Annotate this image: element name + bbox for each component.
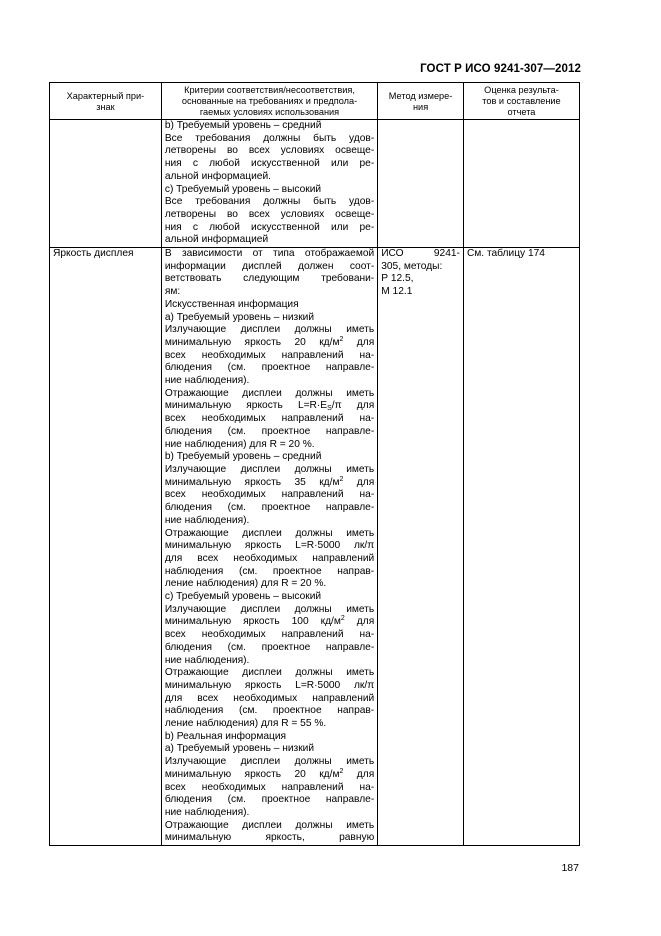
criteria-line: летворены во всех условиях освеще- bbox=[164, 208, 375, 220]
column-header-line: знак bbox=[96, 101, 115, 112]
column-header-line: гаемых условиях использования bbox=[199, 107, 340, 117]
criteria-line: c) Требуемый уровень – высокий bbox=[164, 591, 322, 603]
criteria-line: всех необходимых направлений на- bbox=[164, 349, 375, 361]
criteria-line: Излучающие дисплеи должны иметь bbox=[164, 324, 375, 336]
criteria-line: Отражающие дисплеи должны иметь bbox=[164, 667, 375, 679]
criteria-line: всех необходимых направлений на- bbox=[164, 489, 375, 501]
criteria-line: блюдения (см. проектное направле- bbox=[164, 425, 375, 437]
criteria-line: летворены во всех условиях освеще- bbox=[164, 145, 375, 157]
criteria-line: для всех необходимых направлений bbox=[164, 552, 375, 564]
method-line: М 12.1 bbox=[381, 286, 413, 298]
criteria-line: минимальную яркость $L=R\cdot E_S/\pi$ для bbox=[164, 400, 375, 413]
column-header-line: отчета bbox=[507, 107, 536, 117]
criteria-line: Отражающие дисплеи должны иметь bbox=[164, 387, 375, 399]
criteria-line: блюдения (см. проектное направле- bbox=[164, 502, 375, 514]
criteria-line: c) Требуемый уровень – высокий bbox=[164, 183, 322, 195]
criteria-line: ление наблюдения) для R = 20 %. bbox=[164, 578, 327, 590]
cell-criteria-brightness bbox=[161, 248, 377, 846]
criteria-line: минимальную яркость 35 $кд/м^2$ для bbox=[164, 475, 375, 488]
criteria-line: Отражающие дисплеи должны иметь bbox=[164, 527, 375, 539]
cell-method-brightness bbox=[378, 248, 464, 846]
table-row-display-brightness bbox=[50, 248, 580, 846]
page-number: 187 bbox=[561, 862, 579, 874]
criteria-line: ния с любой искусственной или ре- bbox=[164, 221, 375, 233]
cell-method-empty bbox=[378, 120, 464, 248]
criteria-line: Все требования должны быть удов- bbox=[164, 196, 375, 208]
criteria-line: ние наблюдения). bbox=[164, 375, 250, 387]
criteria-line: Искусственная информация bbox=[164, 298, 299, 310]
column-header-line: тов и составление bbox=[482, 96, 561, 106]
criteria-line: блюдения (см. проектное направле- bbox=[164, 641, 375, 653]
cell-evaluation-empty bbox=[463, 120, 579, 248]
criteria-line: Все требования должны быть удов- bbox=[164, 132, 375, 144]
criteria-line: Излучающие дисплеи должны иметь bbox=[164, 756, 375, 768]
method-line: Р 12.5, bbox=[381, 273, 414, 285]
column-header-characteristic bbox=[50, 83, 162, 120]
criteria-line: альной информацией. bbox=[164, 170, 271, 182]
criteria-line: блюдения (см. проектное направле- bbox=[164, 794, 375, 806]
criteria-line: альной информацией bbox=[164, 234, 269, 246]
column-header-line: Метод измере- bbox=[388, 90, 453, 101]
criteria-line: Излучающие дисплеи должны иметь bbox=[164, 603, 375, 615]
column-header-evaluation bbox=[463, 83, 579, 120]
cell-characteristic-empty bbox=[50, 120, 162, 248]
criteria-line: ние наблюдения). bbox=[164, 514, 250, 526]
criteria-line: a) Требуемый уровень – низкий bbox=[164, 743, 315, 755]
criteria-line: ние наблюдения). bbox=[164, 806, 250, 818]
criteria-line: минимальную яркость 100 $кд/м^2$ для bbox=[164, 615, 375, 628]
table-header-row bbox=[50, 83, 580, 120]
criteria-line: минимальную яркость L=R·5000 лк/π bbox=[164, 679, 375, 691]
column-header-line: основанные на требованиях и предпола- bbox=[181, 96, 358, 106]
criteria-line: минимальную яркость 20 $кд/м^2$ для bbox=[164, 335, 375, 348]
column-header-method bbox=[378, 83, 464, 120]
criteria-line: ление наблюдения) для R = 55 %. bbox=[164, 718, 327, 730]
method-line: ИСО 9241- bbox=[381, 248, 460, 260]
criteria-line: всех необходимых направлений на- bbox=[164, 781, 375, 793]
cell-criteria-continuation bbox=[161, 120, 377, 248]
criteria-line: блюдения (см. проектное направле- bbox=[164, 362, 375, 374]
criteria-line: наблюдения (см. проектное направ- bbox=[164, 705, 375, 717]
criteria-line: информации дисплей должен соот- bbox=[164, 260, 375, 272]
criteria-line: минимальную яркость L=R·5000 лк/π bbox=[164, 540, 375, 552]
criteria-line: ния с любой искусственной или ре- bbox=[164, 158, 375, 170]
criteria-line: ние наблюдения) для R = 20 %. bbox=[164, 438, 315, 450]
column-header-line: ния bbox=[412, 101, 429, 112]
method-line: 305, методы: bbox=[381, 260, 443, 272]
column-header-line: Оценка результа- bbox=[484, 85, 559, 95]
criteria-line: для всех необходимых направлений bbox=[164, 692, 375, 704]
page-header-standard-code: ГОСТ Р ИСО 9241-307—2012 bbox=[420, 63, 581, 75]
criteria-line: Излучающие дисплеи должны иметь bbox=[164, 463, 375, 475]
criteria-line: всех необходимых направлений на- bbox=[164, 413, 375, 425]
table-row-continuation bbox=[50, 120, 580, 248]
criteria-line: a) Требуемый уровень – низкий bbox=[164, 311, 315, 323]
cell-evaluation-brightness: См. таблицу 174 bbox=[463, 248, 579, 846]
cell-characteristic-brightness: Яркость дисплея bbox=[50, 248, 162, 846]
criteria-line: минимальную яркость 20 $кд/м^2$ для bbox=[164, 767, 375, 780]
column-header-line: Характерный при- bbox=[66, 90, 145, 101]
criteria-line: ние наблюдения). bbox=[164, 654, 250, 666]
criteria-line: В зависимости от типа отображаемой bbox=[164, 248, 375, 260]
requirements-table bbox=[49, 82, 580, 846]
criteria-line: b) Требуемый уровень – средний bbox=[164, 451, 322, 463]
column-header-line: Критерии соответствия/несоответствия, bbox=[184, 85, 355, 95]
criteria-line: наблюдения (см. проектное направ- bbox=[164, 565, 375, 577]
criteria-line: всех необходимых направлений на- bbox=[164, 629, 375, 641]
criteria-line: Отражающие дисплеи должны иметь bbox=[164, 819, 375, 831]
criteria-line: b) Реальная информация bbox=[164, 730, 287, 742]
criteria-line: b) Требуемый уровень – средний bbox=[164, 120, 322, 131]
criteria-line: ям: bbox=[164, 286, 181, 298]
criteria-line: ветствовать следующим требовани- bbox=[164, 273, 375, 285]
column-header-criteria bbox=[161, 83, 377, 120]
criteria-line: минимальную яркость, равную bbox=[164, 832, 375, 844]
